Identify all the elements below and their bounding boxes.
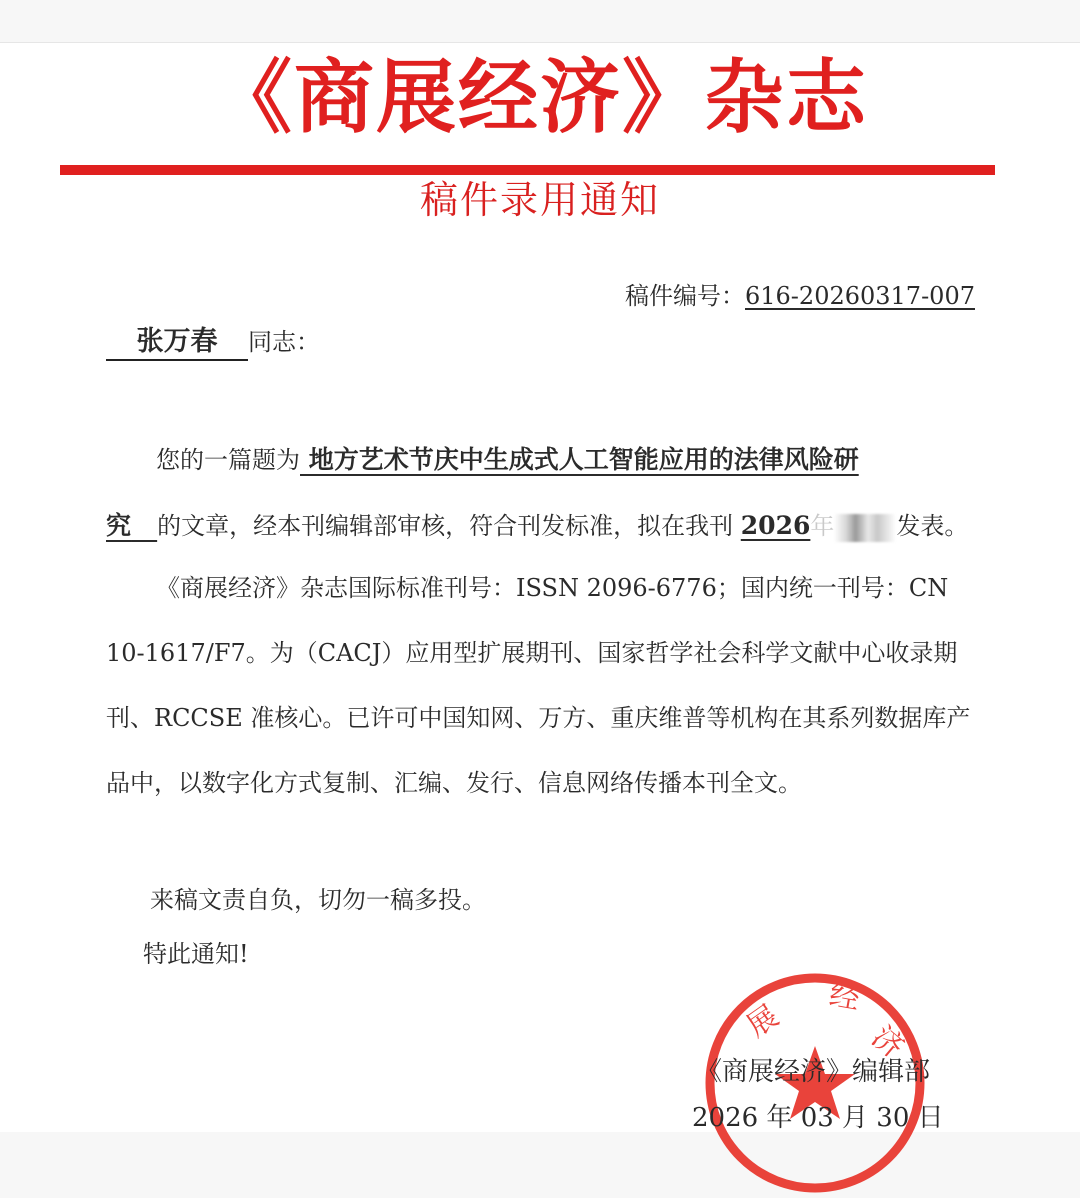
article-title-part1: 地方艺术节庆中生成式人工智能应用的法律风险研 bbox=[300, 445, 859, 474]
header-divider bbox=[60, 165, 995, 175]
seal-char-2: 经 bbox=[826, 977, 863, 1018]
journal-info-paragraph bbox=[106, 556, 976, 816]
journal-info-text: 《商展经济》杂志国际标准刊号：ISSN 2096-6776；国内统一刊号：CN 10-1617/F7。为（CACJ）应用型扩展期刊、国家哲学社会科学文献中心收录期刊、RCCSE 准核心。已许可中国知网、万方、重庆维普等机构在其系列数据库产品中，以数字化方式复制、汇编、发行、信息网络传播本刊全文。 bbox=[106, 574, 971, 797]
signature-date: 2026 年 03 月 30 日 bbox=[692, 1103, 944, 1133]
paragraph-after-title: 的文章，经本刊编辑部审核，符合刊发标准，拟在我刊 bbox=[157, 512, 734, 540]
signature-department: 《商展经济》编辑部 bbox=[696, 1057, 931, 1087]
closing-notice: 特此通知! bbox=[143, 940, 249, 968]
acceptance-paragraph bbox=[106, 427, 976, 559]
article-title-part2: 究 bbox=[106, 511, 132, 540]
manuscript-number-value: 616-20260317-007 bbox=[745, 282, 975, 310]
addressee-line bbox=[106, 325, 320, 361]
paragraph-intro: 您的一篇题为 bbox=[156, 446, 300, 474]
journal-title: 《商展经济》杂志 bbox=[212, 51, 868, 144]
addressee-name: 张万春 bbox=[106, 325, 248, 361]
notice-title: 稿件录用通知 bbox=[419, 178, 660, 222]
year-suffix: 年 bbox=[810, 512, 835, 540]
seal-char-3: 济 bbox=[864, 1019, 911, 1066]
publish-year: 2026 bbox=[740, 511, 811, 540]
manuscript-number bbox=[625, 280, 975, 312]
closing-responsibility: 来稿文责自负，切勿一稿多投。 bbox=[150, 886, 486, 914]
redacted-issue bbox=[834, 514, 896, 542]
seal-char-1: 展 bbox=[740, 998, 786, 1045]
paragraph-end: 发表。 bbox=[896, 512, 969, 540]
manuscript-number-label: 稿件编号： bbox=[625, 282, 745, 310]
addressee-suffix: 同志： bbox=[248, 328, 320, 356]
